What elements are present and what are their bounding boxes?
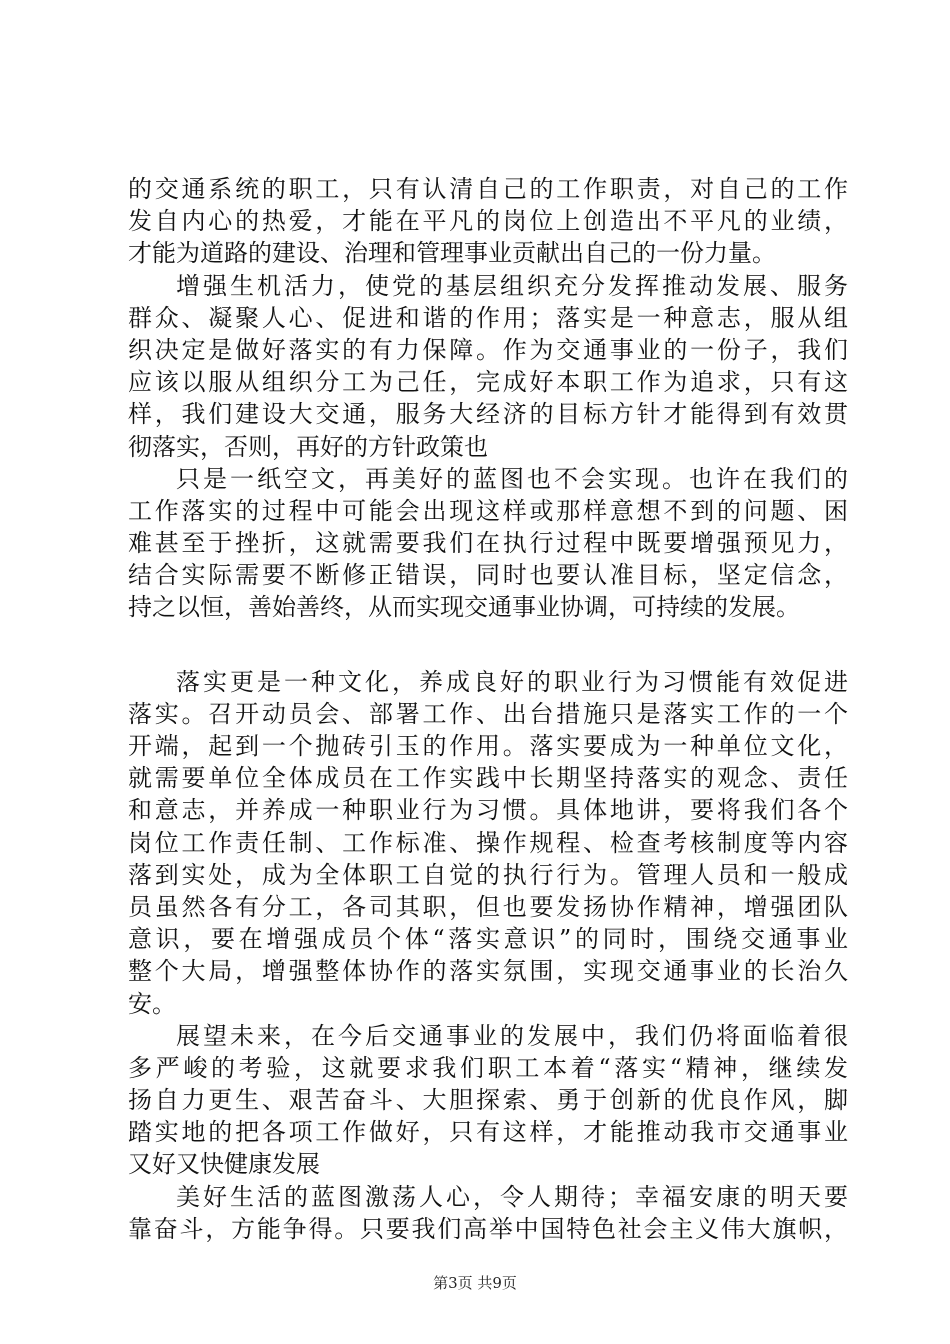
text-line: 样，我们建设大交通，服务大经济的目标方针才能得到有效贯 — [128, 400, 848, 429]
text-line: 开端，起到一个抛砖引玉的作用。落实要成为一种单位文化， — [128, 732, 848, 760]
paragraph — [128, 666, 848, 1020]
text-line: 岗位工作责任制、工作标准、操作规程、检查考核制度等内容 — [128, 828, 848, 857]
text-line: 多严峻的考验，这就要求我们职工本着“落实“精神，继续发 — [128, 1053, 848, 1082]
text-line: 安。 — [128, 989, 176, 1018]
text-line: 展望未来，在今后交通事业的发展中，我们仍将面临着很 — [176, 1021, 848, 1050]
text-line: 难甚至于挫折，这就需要我们在执行过程中既要增强预见力， — [128, 529, 848, 558]
text-line: 踏实地的把各项工作做好，只有这样，才能推动我市交通事业 — [128, 1118, 848, 1147]
document-body — [128, 173, 848, 1245]
text-line: 发自内心的热爱，才能在平凡的岗位上创造出不平凡的业绩， — [128, 207, 848, 236]
text-line: 落实更是一种文化，养成良好的职业行为习惯能有效促进 — [176, 667, 848, 696]
text-line: 就需要单位全体成员在工作实践中长期坚持落实的观念、责任 — [128, 764, 848, 793]
page-number-footer: 第3页 共9页 — [433, 1274, 517, 1292]
text-line: 又好又快健康发展 — [128, 1150, 320, 1179]
text-line: 结合实际需要不断修正错误，同时也要认准目标，坚定信念， — [128, 561, 848, 590]
text-line: 织决定是做好落实的有力保障。作为交通事业的一份子，我们 — [128, 335, 848, 364]
text-line: 只是一纸空文，再美好的蓝图也不会实现。也许在我们的 — [176, 464, 848, 493]
text-line: 整个大局，增强整体协作的落实氛围，实现交通事业的长治久 — [128, 957, 848, 986]
text-line: 扬自力更生、艰苦奋斗、大胆探索、勇于创新的优良作风，脚 — [128, 1086, 848, 1115]
text-line: 和意志，并养成一种职业行为习惯。具体地讲，要将我们各个 — [128, 796, 848, 825]
text-line: 落到实处，成为全体职工自觉的执行行为。管理人员和一般成 — [128, 860, 848, 889]
paragraph — [128, 1181, 848, 1245]
paragraph — [128, 270, 848, 463]
paragraph — [128, 173, 848, 270]
text-line: 靠奋斗，方能争得。只要我们高举中国特色社会主义伟大旗帜， — [128, 1214, 848, 1243]
text-line: 员虽然各有分工，各司其职，但也要发扬协作精神，增强团队 — [128, 892, 848, 921]
text-line: 持之以恒，善始善终，从而实现交通事业协调，可持续的发展。 — [128, 593, 800, 622]
text-line: 彻落实，否则，再好的方针政策也 — [128, 432, 488, 461]
text-line: 才能为道路的建设、治理和管理事业贡献出自己的一份力量。 — [128, 239, 776, 268]
text-line: 增强生机活力，使党的基层组织充分发挥推动发展、服务 — [176, 271, 848, 300]
text-line: 工作落实的过程中可能会出现这样或那样意想不到的问题、困 — [128, 496, 848, 525]
text-line: 落实。召开动员会、部署工作、出台措施只是落实工作的一个 — [128, 699, 848, 728]
text-line: 群众、凝聚人心、促进和谐的作用；落实是一种意志，服从组 — [128, 303, 848, 332]
paragraph-spacer — [128, 624, 848, 666]
text-line: 美好生活的蓝图激荡人心，令人期待；幸福安康的明天要 — [176, 1182, 848, 1211]
text-line: 意识，要在增强成员个体“落实意识”的同时，围绕交通事业 — [128, 925, 848, 954]
paragraph — [128, 1020, 848, 1181]
paragraph — [128, 463, 848, 624]
text-line: 应该以服从组织分工为己任，完成好本职工作为追求，只有这 — [128, 368, 848, 397]
text-line: 的交通系统的职工，只有认清自己的工作职责，对自己的工作 — [128, 175, 848, 203]
